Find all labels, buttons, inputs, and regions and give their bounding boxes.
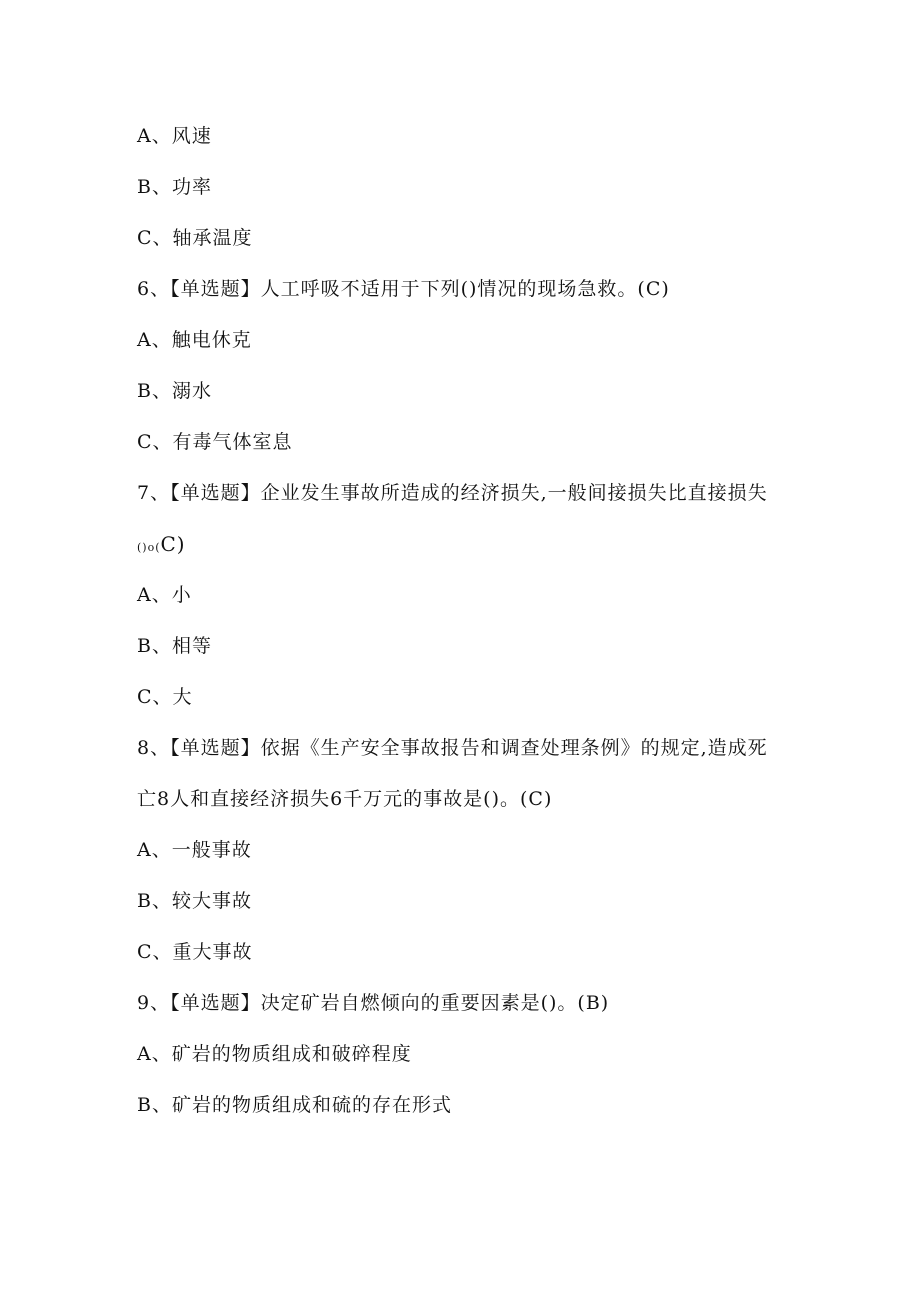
question-7-answer: C) [160, 532, 186, 556]
question-7-garbled-prefix: ()o( [137, 541, 161, 554]
option-a-q6: A、触电休克 [137, 329, 252, 351]
option-a-q9: A、矿岩的物质组成和破碎程度 [137, 1043, 412, 1065]
option-b-q9: B、矿岩的物质组成和硫的存在形式 [137, 1094, 452, 1116]
question-9: 9、【单选题】决定矿岩自燃倾向的重要因素是()。(B) [137, 992, 610, 1014]
option-b-q8: B、较大事故 [137, 890, 252, 912]
option-c-q8: C、重大事故 [137, 941, 253, 963]
option-a-q7: A、小 [137, 584, 192, 606]
option-c-q7: C、大 [137, 686, 193, 708]
question-8: 8、【单选题】依据《生产安全事故报告和调查处理条例》的规定,造成死 [137, 737, 768, 759]
option-a-q8: A、一般事故 [137, 839, 252, 861]
option-c-bearing-temp: C、轴承温度 [137, 227, 253, 249]
option-b-q7: B、相等 [137, 635, 212, 657]
question-8-continued: 亡8人和直接经济损失6千万元的事故是()。(C) [137, 788, 553, 810]
question-6: 6、【单选题】人工呼吸不适用于下列()情况的现场急救。(C) [137, 278, 670, 300]
option-b-q6: B、溺水 [137, 380, 212, 402]
option-a-wind-speed: A、风速 [137, 125, 212, 147]
question-7: 7、【单选题】企业发生事故所造成的经济损失,一般间接损失比直接损失 [137, 482, 768, 504]
option-c-q6: C、有毒气体室息 [137, 431, 293, 453]
option-b-power: B、功率 [137, 176, 212, 198]
question-7-continued [137, 531, 186, 561]
